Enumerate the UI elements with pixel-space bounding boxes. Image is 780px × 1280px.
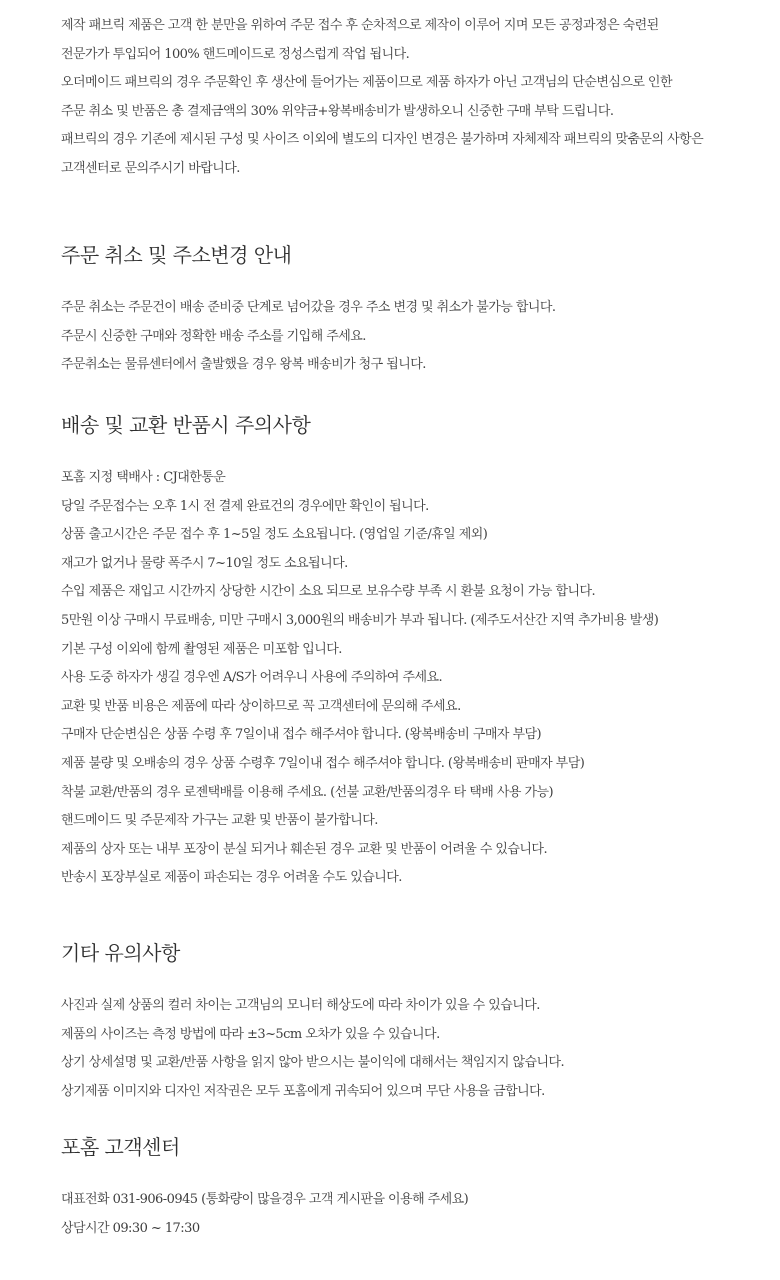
cancel-heading: 주문 취소 및 주소변경 안내: [61, 243, 292, 267]
cancel-section: [61, 241, 760, 380]
intro-line: 주문 취소 및 반품은 총 결제금액의 30% 위약금+왕복배송비가 발생하오니 신중한 구매 부탁 드립니다.: [61, 103, 614, 119]
other-lines: [61, 992, 760, 1106]
shipping-line: 교환 및 반품 비용은 제품에 따라 상이하므로 꼭 고객센터에 문의해 주세요.: [61, 698, 461, 714]
cancel-line: 주문취소는 물류센터에서 출발했을 경우 왕복 배송비가 청구 됩니다.: [61, 357, 426, 373]
shipping-line: 상품 출고시간은 주문 접수 후 1~5일 정도 소요됩니다. (영업일 기준/휴일 제외): [61, 527, 488, 543]
other-section: [61, 939, 760, 1106]
intro-line: 제작 패브릭 제품은 고객 한 분만을 위하여 주문 접수 후 순차적으로 제작이 이루어 지며 모든 공정과정은 숙련된: [61, 18, 659, 33]
other-line: 상기제품 이미지와 디자인 저작권은 모두 포홈에게 귀속되어 있으며 무단 사용을 금합니다.: [61, 1083, 545, 1099]
shipping-line: 포홈 지정 택배사 : CJ대한통운: [61, 470, 226, 485]
shipping-line: 수입 제품은 재입고 시간까지 상당한 시간이 소요 되므로 보유수량 부족 시 환불 요청이 가능 합니다.: [61, 584, 596, 600]
shipping-section: [61, 411, 760, 893]
shipping-line: 기본 구성 이외에 함께 촬영된 제품은 미포함 입니다.: [61, 641, 342, 657]
other-line: 사진과 실제 상품의 컬러 차이는 고객님의 모니터 해상도에 따라 차이가 있을 수 있습니다.: [61, 998, 540, 1013]
shipping-line: 사용 도중 하자가 생길 경우엔 A/S가 어려우니 사용에 주의하여 주세요.: [61, 670, 443, 686]
contact-hours: 상담시간 09:30 ~ 17:30: [61, 1220, 200, 1236]
shipping-line: 착불 교환/반품의 경우 로젠택배를 이용해 주세요. (선불 교환/반품의경우 타 택배 사용 가능): [61, 784, 553, 800]
intro-line: 고객센터로 문의주시기 바랍니다.: [61, 160, 240, 176]
other-line: 제품의 사이즈는 측정 방법에 따라 ±3~5cm 오차가 있을 수 있습니다.: [61, 1026, 440, 1042]
shipping-line: 반송시 포장부실로 제품이 파손되는 경우 어려울 수도 있습니다.: [61, 870, 402, 886]
shipping-line: 제품의 상자 또는 내부 포장이 분실 되거나 훼손된 경우 교환 및 반품이 어려울 수 있습니다.: [61, 841, 548, 857]
cancel-line: 주문 취소는 주문건이 배송 준비중 단계로 넘어갔을 경우 주소 변경 및 취소가 불가능 합니다.: [61, 300, 556, 315]
intro-line: 패브릭의 경우 기존에 제시된 구성 및 사이즈 이외에 별도의 디자인 변경은 불가하며 자체제작 패브릭의 맞춤문의 사항은: [61, 132, 704, 148]
shipping-lines: [61, 464, 760, 893]
cancel-line: 주문시 신중한 구매와 정확한 배송 주소를 기입해 주세요.: [61, 328, 366, 344]
intro-section: [61, 12, 760, 184]
shipping-line: 핸드메이드 및 주문제작 가구는 교환 및 반품이 불가합니다.: [61, 813, 378, 829]
intro-lines: [61, 12, 760, 184]
intro-line: 전문가가 투입되어 100% 핸드메이드로 정성스럽게 작업 됩니다.: [61, 46, 410, 62]
contact-lines: [61, 1186, 760, 1243]
shipping-line: 제품 불량 및 오배송의 경우 상품 수령후 7일이내 접수 해주셔야 합니다. (왕복배송비 판매자 부담): [61, 755, 585, 771]
cancel-lines: [61, 294, 760, 380]
shipping-line: 당일 주문접수는 오후 1시 전 결제 완료건의 경우에만 확인이 됩니다.: [61, 498, 429, 514]
shipping-line: 구매자 단순변심은 상품 수령 후 7일이내 접수 해주셔야 합니다. (왕복배송비 구매자 부담): [61, 727, 542, 743]
other-heading: 기타 유의사항: [61, 941, 180, 965]
contact-section: [61, 1133, 760, 1243]
other-line: 상기 상세설명 및 교환/반품 사항을 읽지 않아 받으시는 불이익에 대해서는 책임지지 않습니다.: [61, 1055, 565, 1071]
contact-phone: 대표전화 031-906-0945 (통화량이 많을경우 고객 게시판을 이용해 주세요): [61, 1192, 469, 1207]
shipping-line: 재고가 없거나 물량 폭주시 7~10일 정도 소요됩니다.: [61, 555, 348, 571]
intro-line: 오더메이드 패브릭의 경우 주문확인 후 생산에 들어가는 제품이므로 제품 하자가 아닌 고객님의 단순변심으로 인한: [61, 75, 672, 91]
shipping-heading: 배송 및 교환 반품시 주의사항: [61, 413, 311, 437]
contact-heading: 포홈 고객센터: [61, 1135, 180, 1159]
shipping-line: 5만원 이상 구매시 무료배송, 미만 구매시 3,000원의 배송비가 부과 됩니다. (제주도서산간 지역 추가비용 발생): [61, 612, 659, 628]
